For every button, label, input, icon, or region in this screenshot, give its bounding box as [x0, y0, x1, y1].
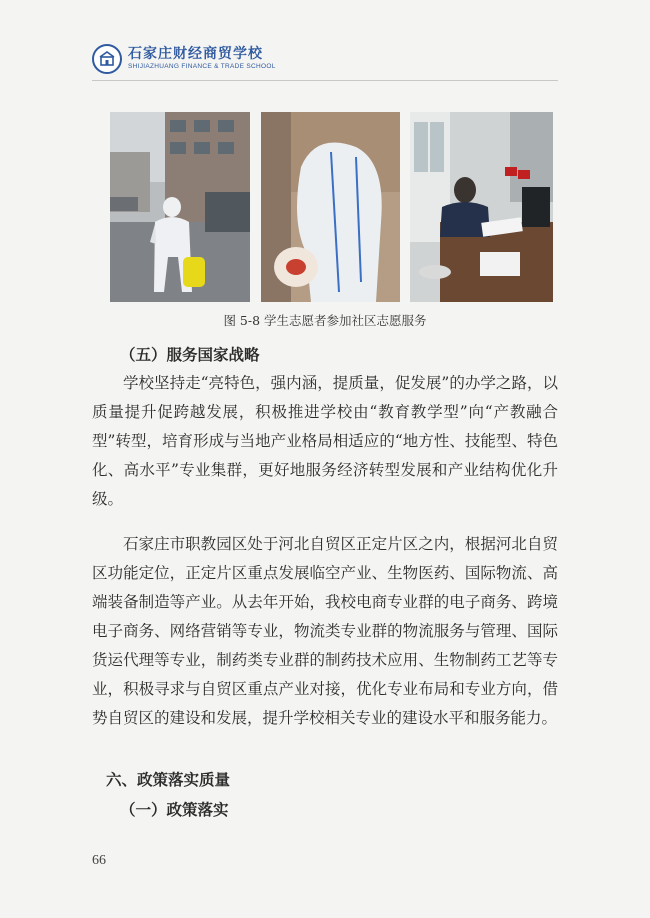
header-divider — [92, 80, 558, 81]
figure-caption: 图 5-8 学生志愿者参加社区志愿服务 — [223, 313, 427, 328]
photo-desk-registration — [410, 112, 553, 302]
school-header — [92, 44, 276, 74]
paragraph-free-trade-zone: 石家庄市职教园区处于河北自贸区正定片区之内，根据河北自贸区功能定位，正定片区重点发展临空产业、生物医药、国际物流、高端装备制造等产业。从去年开始，我校电商专业群的电子商务、跨境电子商务、网络营销等专业，物流类专业群的物流服务与管理、国际货运代理等专业，制药类专业群的制药技术应用、生物制药工艺等专业，积极寻求与自贸区重点产业对接，优化专业布局和专业方向，借势自贸区的建设和发展，提升学校相关专业的建设水平和服务能力。 — [92, 535, 558, 727]
section-heading-policy-quality: 六、政策落实质量 — [106, 770, 231, 789]
photo-protective-suit — [261, 112, 400, 302]
subsection-heading-policy-implementation: （一）政策落实 — [120, 800, 229, 819]
paragraph-school-development: 学校坚持走“亮特色，强内涵，提质量，促发展”的办学之路，以质量提升促跨越发展，积极推进学校由“教育教学型”向“产教融合型”转型，培育形成与当地产业格局相适应的“地方性、技能型、特色化、高水平”专业集群，更好地服务经济转型发展和产业结构优化升级。 — [92, 374, 558, 508]
photo-outdoor-volunteer — [110, 112, 250, 302]
page-number: 66 — [92, 853, 106, 868]
school-name-cn: 石家庄财经商贸学校 — [128, 46, 263, 63]
photo-row — [110, 112, 553, 302]
section-heading-national-strategy: （五）服务国家战略 — [120, 345, 260, 364]
school-logo-icon — [92, 44, 122, 74]
school-name-en: SHIJIAZHUANG FINANCE & TRADE SCHOOL — [128, 63, 276, 71]
